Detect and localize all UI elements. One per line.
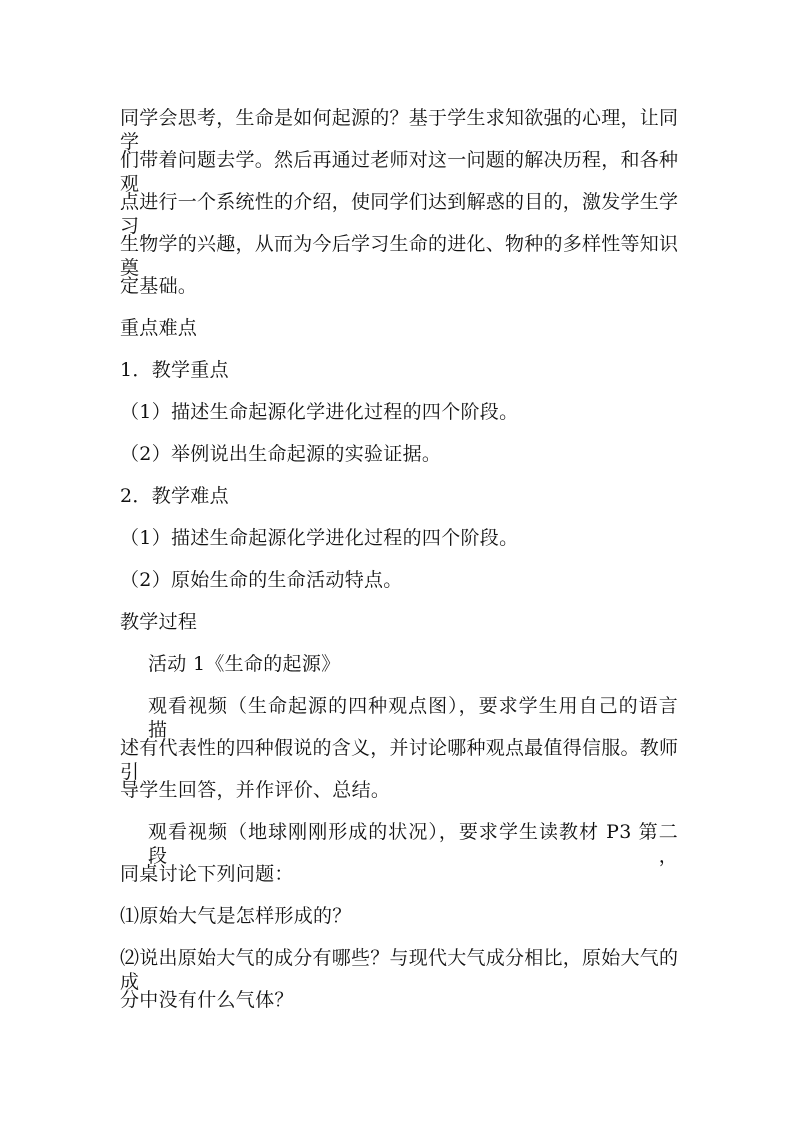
key-point-item-1: （1）描述生命起源化学进化过程的四个阶段。: [120, 401, 519, 423]
paragraph-video-2-line-2: 同桌讨论下列问题：: [120, 863, 294, 885]
difficulty-item-1: （1）描述生命起源化学进化过程的四个阶段。: [120, 527, 519, 549]
paragraph-video-1-line-2: 述有代表性的四种假说的含义，并讨论哪种观点最值得信服。教师引: [120, 737, 678, 783]
difficulty-item-2: （2）原始生命的生命活动特点。: [120, 569, 403, 591]
key-point-item-2: （2）举例说出生命起源的实验证据。: [120, 443, 442, 465]
activity-title: 活动 1《生命的起源》: [148, 653, 341, 675]
paragraph-intro-line-5: 定基础。: [120, 275, 198, 297]
paragraph-video-1-line-1: 观看视频（生命起源的四种观点图），要求学生用自己的语言描: [148, 695, 678, 741]
question-1: ⑴原始大气是怎样形成的？: [120, 905, 352, 927]
paragraph-intro-line-2: 们带着问题去学。然后再通过老师对这一问题的解决历程，和各种观: [120, 149, 678, 195]
paragraph-intro-line-1: 同学会思考，生命是如何起源的？基于学生求知欲强的心理，让同学: [120, 107, 678, 153]
question-2-line-2: 分中没有什么气体？: [120, 989, 294, 1011]
paragraph-video-2-line-1: 观看视频（地球刚刚形成的状况），要求学生读教材 P3 第二段，: [148, 821, 678, 867]
heading-teaching-process: 教学过程: [120, 611, 198, 633]
paragraph-video-1-line-3: 导学生回答，并作评价、总结。: [120, 779, 391, 801]
question-2-line-1: ⑵说出原始大气的成分有哪些？与现代大气成分相比，原始大气的成: [120, 947, 678, 993]
heading-key-difficult-points: 重点难点: [120, 317, 198, 339]
difficulty-title: 2．教学难点: [120, 485, 229, 507]
key-point-title: 1．教学重点: [120, 359, 229, 381]
paragraph-intro-line-3: 点进行一个系统性的介绍，使同学们达到解惑的目的，激发学生学习: [120, 191, 678, 237]
paragraph-intro-line-4: 生物学的兴趣，从而为今后学习生命的进化、物种的多样性等知识奠: [120, 233, 678, 279]
